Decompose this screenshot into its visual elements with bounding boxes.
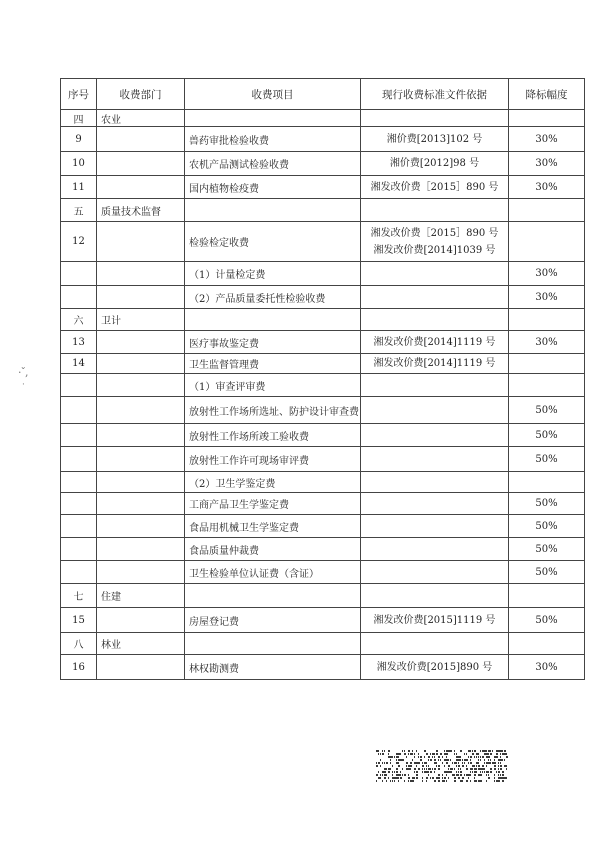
stamp-barcode-image (374, 748, 510, 784)
reduction-rate-cell (509, 222, 585, 262)
serial-no-cell (61, 424, 97, 447)
reduction-rate-cell (509, 472, 585, 493)
serial-no-cell (61, 262, 97, 286)
serial-no-cell (61, 447, 97, 472)
header-department: 收费部门 (97, 79, 185, 110)
department-cell (97, 152, 185, 176)
fee-item-cell: 房屋登记费 (185, 608, 361, 633)
table-row (61, 584, 585, 608)
table-row (61, 309, 585, 331)
department-cell (97, 538, 185, 561)
basis-document-cell: 湘发改价费［2015］890 号 湘发改价费[2014]1039 号 (361, 222, 509, 262)
reduction-rate-cell (509, 374, 585, 397)
reduction-rate-cell (509, 354, 585, 374)
fee-item-cell (185, 309, 361, 331)
header-basis-document: 现行收费标准文件依据 (361, 79, 509, 110)
table-row (61, 152, 585, 176)
reduction-rate-cell (509, 584, 585, 608)
basis-document-cell (361, 561, 509, 584)
basis-document-cell (361, 397, 509, 424)
fee-item-cell: （2）产品质量委托性检验收费 (185, 286, 361, 309)
department-cell (97, 127, 185, 152)
basis-document-cell (361, 199, 509, 222)
basis-document-cell: 湘发改价费[2015]1119 号 (361, 608, 509, 633)
basis-document-cell (361, 472, 509, 493)
fee-item-cell: 农机产品测试检验收费 (185, 152, 361, 176)
table-header-row (61, 79, 585, 110)
table-body (61, 110, 585, 680)
department-cell (97, 176, 185, 199)
fee-item-cell: （2）卫生学鉴定费 (185, 472, 361, 493)
table-row (61, 561, 585, 584)
fee-item-cell (185, 584, 361, 608)
table-row (61, 354, 585, 374)
fee-item-cell: 医疗事故鉴定费 (185, 331, 361, 354)
department-cell (97, 655, 185, 680)
fee-item-cell: 放射性工作场所选址、防护设计审查费 (185, 397, 361, 424)
basis-document-cell (361, 110, 509, 127)
table-row (61, 472, 585, 493)
basis-document-cell (361, 584, 509, 608)
fee-item-cell: 放射性工作场所竣工验收费 (185, 424, 361, 447)
table-row (61, 538, 585, 561)
basis-document-cell (361, 493, 509, 515)
scan-speck: ·ˇ, (18, 366, 28, 379)
basis-document-cell: 湘发改价费[2014]1119 号 (361, 331, 509, 354)
basis-document-cell: 湘价费[2012]98 号 (361, 152, 509, 176)
header-fee-item: 收费项目 (185, 79, 361, 110)
basis-document-cell (361, 447, 509, 472)
reduction-rate-cell: 50% (509, 397, 585, 424)
table-row (61, 447, 585, 472)
reduction-rate-cell: 30% (509, 152, 585, 176)
scan-speck: · (22, 380, 25, 390)
basis-document-cell (361, 309, 509, 331)
department-cell (97, 222, 185, 262)
table-row (61, 262, 585, 286)
department-cell (97, 472, 185, 493)
department-cell (97, 515, 185, 538)
serial-no-cell (61, 286, 97, 309)
fee-item-cell: 兽药审批检验收费 (185, 127, 361, 152)
serial-no-cell: 13 (61, 331, 97, 354)
serial-no-cell (61, 493, 97, 515)
department-cell: 卫计 (97, 309, 185, 331)
serial-no-cell: 四 (61, 110, 97, 127)
basis-document-cell (361, 286, 509, 309)
department-cell (97, 493, 185, 515)
table-row (61, 515, 585, 538)
basis-document-cell: 湘价费[2013]102 号 (361, 127, 509, 152)
fee-item-cell (185, 199, 361, 222)
serial-no-cell (61, 561, 97, 584)
fee-item-cell: 检验检定收费 (185, 222, 361, 262)
table-row (61, 655, 585, 680)
table-row (61, 424, 585, 447)
serial-no-cell (61, 538, 97, 561)
basis-document-cell (361, 424, 509, 447)
serial-no-cell: 七 (61, 584, 97, 608)
department-cell: 林业 (97, 633, 185, 655)
basis-document-cell (361, 262, 509, 286)
table-row (61, 110, 585, 127)
department-cell (97, 447, 185, 472)
department-cell: 住建 (97, 584, 185, 608)
department-cell (97, 354, 185, 374)
serial-no-cell (61, 515, 97, 538)
department-cell (97, 331, 185, 354)
department-cell (97, 286, 185, 309)
serial-no-cell: 五 (61, 199, 97, 222)
fee-item-cell: 食品用机械卫生学鉴定费 (185, 515, 361, 538)
reduction-rate-cell: 30% (509, 127, 585, 152)
department-cell: 质量技术监督 (97, 199, 185, 222)
reduction-rate-cell: 50% (509, 608, 585, 633)
fee-item-cell: 卫生监督管理费 (185, 354, 361, 374)
table-row (61, 127, 585, 152)
serial-no-cell: 15 (61, 608, 97, 633)
table-row (61, 199, 585, 222)
reduction-rate-cell: 30% (509, 262, 585, 286)
header-serial-no: 序号 (61, 79, 97, 110)
table-row (61, 222, 585, 262)
basis-document-cell: 湘发改价费［2015］890 号 (361, 176, 509, 199)
fee-item-cell: 卫生检验单位认证费（含证） (185, 561, 361, 584)
fee-item-cell: 工商产品卫生学鉴定费 (185, 493, 361, 515)
fee-item-cell (185, 110, 361, 127)
table-row (61, 374, 585, 397)
reduction-rate-cell (509, 199, 585, 222)
basis-document-cell (361, 374, 509, 397)
department-cell (97, 424, 185, 447)
basis-document-cell (361, 538, 509, 561)
fee-item-cell: 国内植物检疫费 (185, 176, 361, 199)
serial-no-cell: 11 (61, 176, 97, 199)
reduction-rate-cell (509, 110, 585, 127)
reduction-rate-cell: 50% (509, 424, 585, 447)
table-row (61, 633, 585, 655)
reduction-rate-cell: 50% (509, 561, 585, 584)
department-cell (97, 374, 185, 397)
table-row (61, 493, 585, 515)
serial-no-cell: 六 (61, 309, 97, 331)
header-reduction-rate: 降标幅度 (509, 79, 585, 110)
department-cell (97, 397, 185, 424)
basis-document-cell: 湘发改价费[2014]1119 号 (361, 354, 509, 374)
serial-no-cell (61, 374, 97, 397)
department-cell (97, 608, 185, 633)
basis-document-cell: 湘发改价费[2015]890 号 (361, 655, 509, 680)
serial-no-cell: 10 (61, 152, 97, 176)
table-row (61, 608, 585, 633)
table-row (61, 176, 585, 199)
reduction-rate-cell: 30% (509, 655, 585, 680)
reduction-rate-cell: 50% (509, 447, 585, 472)
basis-document-cell (361, 515, 509, 538)
basis-document-cell (361, 633, 509, 655)
table-row (61, 331, 585, 354)
serial-no-cell: 12 (61, 222, 97, 262)
fee-item-cell (185, 633, 361, 655)
fee-item-cell: 林权勘测费 (185, 655, 361, 680)
reduction-rate-cell: 50% (509, 538, 585, 561)
reduction-rate-cell: 30% (509, 176, 585, 199)
department-cell: 农业 (97, 110, 185, 127)
fee-item-cell: 食品质量仲裁费 (185, 538, 361, 561)
fee-item-cell: 放射性工作许可现场审评费 (185, 447, 361, 472)
reduction-rate-cell: 30% (509, 286, 585, 309)
serial-no-cell (61, 472, 97, 493)
serial-no-cell: 八 (61, 633, 97, 655)
serial-no-cell (61, 397, 97, 424)
reduction-rate-cell (509, 309, 585, 331)
fee-item-cell: （1）计量检定费 (185, 262, 361, 286)
reduction-rate-cell: 30% (509, 331, 585, 354)
reduction-rate-cell: 50% (509, 515, 585, 538)
reduction-rate-cell: 50% (509, 493, 585, 515)
department-cell (97, 561, 185, 584)
serial-no-cell: 14 (61, 354, 97, 374)
department-cell (97, 262, 185, 286)
serial-no-cell: 16 (61, 655, 97, 680)
table-row (61, 397, 585, 424)
serial-no-cell: 9 (61, 127, 97, 152)
fee-reduction-table (60, 78, 585, 680)
reduction-rate-cell (509, 633, 585, 655)
table-row (61, 286, 585, 309)
fee-item-cell: （1）审查评审费 (185, 374, 361, 397)
